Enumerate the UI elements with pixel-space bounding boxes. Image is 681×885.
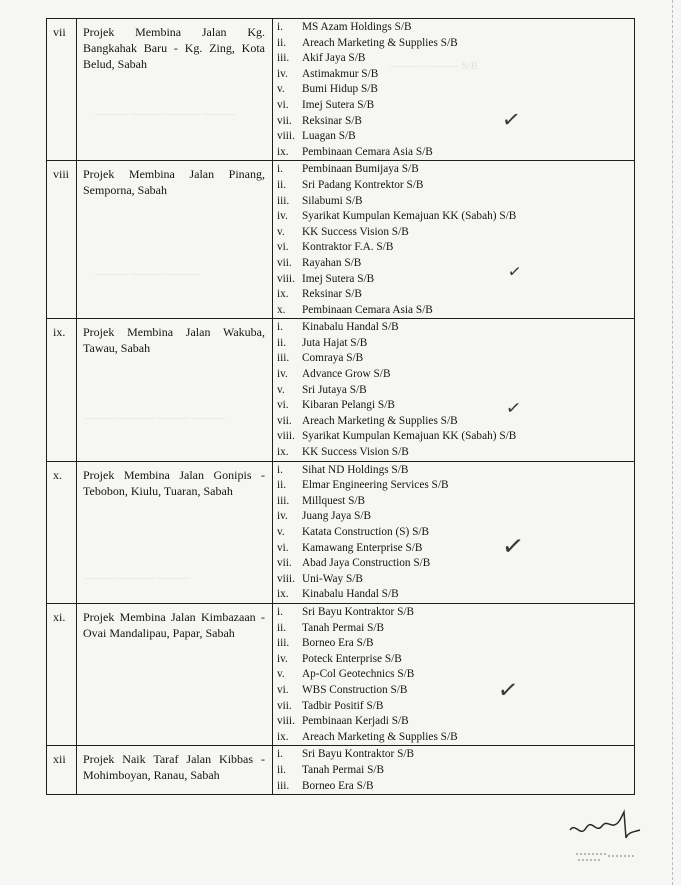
contractor-cell <box>273 746 635 795</box>
contractor-name: Syarikat Kumpulan Kemajuan KK (Sabah) S/B <box>302 210 517 223</box>
list-item-number: viii. <box>277 272 295 285</box>
contractor-name: Pembinaan Cemara Asia S/B <box>302 303 433 316</box>
bleed-through-text: ——— ——— ——— <box>85 572 190 584</box>
row-number-cell <box>47 746 77 795</box>
list-item <box>277 209 634 225</box>
list-item-number: iv. <box>277 510 288 523</box>
list-item <box>277 429 634 445</box>
list-item <box>277 383 634 399</box>
project-cell <box>77 603 273 745</box>
contractor-cell <box>273 603 635 745</box>
list-item-number: ix. <box>277 288 289 301</box>
scan-edge-dashes <box>672 0 673 885</box>
list-item <box>277 556 634 572</box>
contractor-name: Luagan S/B <box>302 130 356 143</box>
contractor-list <box>273 604 634 745</box>
project-name: Projek Membina Jalan Pinang, Semporna, Sabah <box>83 167 265 198</box>
list-item <box>277 667 634 683</box>
list-item-number: iii. <box>277 637 290 650</box>
list-item <box>277 714 634 730</box>
contractor-name: Areach Marketing & Supplies S/B <box>302 730 458 743</box>
table-row <box>47 746 635 795</box>
contractor-cell <box>273 161 635 319</box>
checkmark-icon: ✓ <box>496 674 520 706</box>
list-item <box>277 525 634 541</box>
contractor-name: Reksinar S/B <box>302 288 362 301</box>
list-item <box>277 67 634 83</box>
contractor-list <box>273 746 634 794</box>
list-item <box>277 162 634 178</box>
contractor-list <box>273 161 634 318</box>
list-item-number: ii. <box>277 336 287 349</box>
list-item-number: vi. <box>277 98 289 111</box>
list-item <box>277 494 634 510</box>
list-item-number: viii. <box>277 430 295 443</box>
list-item <box>277 145 634 161</box>
list-item <box>277 178 634 194</box>
project-cell <box>77 461 273 603</box>
list-item-number: v. <box>277 225 285 238</box>
list-item-number: x. <box>277 303 286 316</box>
row-number: viii <box>53 167 70 182</box>
list-item <box>277 541 634 557</box>
list-item-number: i. <box>277 605 283 618</box>
list-item <box>277 478 634 494</box>
contractor-name: Juta Hajat S/B <box>302 336 368 349</box>
row-number: xi. <box>53 609 66 624</box>
list-item-number: viii. <box>277 130 295 143</box>
project-name: Projek Naik Taraf Jalan Kibbas - Mohimboyan, Ranau, Sabah <box>83 752 265 783</box>
contractor-name: Sri Jutaya S/B <box>302 383 367 396</box>
list-item-number: vi. <box>277 241 289 254</box>
list-item-number: ii. <box>277 621 287 634</box>
list-item-number: v. <box>277 83 285 96</box>
table-row <box>47 603 635 745</box>
list-item-number: v. <box>277 526 285 538</box>
contractor-table <box>46 18 635 795</box>
signature-icon <box>568 808 648 868</box>
contractor-name: Areach Marketing & Supplies S/B <box>302 36 458 49</box>
list-item-number: i. <box>277 463 283 476</box>
contractor-name: Advance Grow S/B <box>302 368 391 381</box>
list-item-number: vi. <box>277 399 289 412</box>
contractor-name: Juang Jaya S/B <box>302 510 372 523</box>
project-cell <box>77 319 273 461</box>
list-item-number: iii. <box>277 352 290 365</box>
contractor-cell <box>273 461 635 603</box>
table-row <box>47 461 635 603</box>
list-item <box>277 636 634 652</box>
list-item <box>277 256 634 272</box>
list-item-number: ix. <box>277 588 289 601</box>
list-item <box>277 36 634 52</box>
list-item <box>277 605 634 621</box>
contractor-name: Uni-Way S/B <box>302 572 363 585</box>
contractor-name: Kontraktor F.A. S/B <box>302 241 394 254</box>
list-item <box>277 272 634 288</box>
contractor-name: Kinabalu Handal S/B <box>302 588 399 601</box>
contractor-name: Astimakmur S/B <box>302 67 379 80</box>
project-name: Projek Membina Jalan Kimbazaan - Ovai Mandalipau, Papar, Sabah <box>83 609 265 640</box>
list-item-number: ii. <box>277 36 287 49</box>
list-item-number: vi. <box>277 541 289 554</box>
checkmark-icon: ✓ <box>500 530 526 564</box>
contractor-name: Rayahan S/B <box>302 256 362 269</box>
bleed-through-text: ——— ——— ——— <box>95 268 200 280</box>
list-item-number: vii. <box>277 557 292 570</box>
list-item-number: iii. <box>277 194 290 207</box>
contractor-cell <box>273 319 635 461</box>
contractor-name: Millquest S/B <box>302 494 366 507</box>
list-item-number: v. <box>277 668 285 681</box>
contractor-name: Sri Bayu Kontraktor S/B <box>302 605 415 618</box>
contractor-list <box>273 19 634 160</box>
contractor-name: Katata Construction (S) S/B <box>302 526 430 538</box>
contractor-name: Comraya S/B <box>302 352 364 365</box>
list-item-number: vii. <box>277 256 292 269</box>
project-cell <box>77 161 273 319</box>
list-item <box>277 82 634 98</box>
row-number: vii <box>53 25 66 39</box>
project-name: Projek Membina Jalan Wakuba, Tawau, Sabah <box>83 325 265 356</box>
list-item-number: iv. <box>277 67 288 80</box>
list-item <box>277 114 634 130</box>
list-item-number: iii. <box>277 494 290 507</box>
list-item-number: i. <box>277 163 283 176</box>
contractor-name: Borneo Era S/B <box>302 779 374 792</box>
row-number: ix. <box>53 325 66 340</box>
list-item <box>277 320 634 336</box>
row-number-cell <box>47 19 77 161</box>
contractor-name: KK Success Vision S/B <box>302 446 409 459</box>
list-item-number: ix. <box>277 730 289 743</box>
contractor-name: Abad Jaya Construction S/B <box>302 557 431 570</box>
list-item-number: i. <box>277 748 283 761</box>
list-item <box>277 652 634 668</box>
table-row <box>47 161 635 319</box>
contractor-name: Kamawang Enterprise S/B <box>302 541 423 554</box>
list-item-number: iii. <box>277 779 290 792</box>
list-item-number: vii. <box>277 114 292 127</box>
table-row <box>47 19 635 161</box>
table-row <box>47 319 635 461</box>
contractor-name: Tanah Permai S/B <box>302 621 385 634</box>
list-item-number: viii. <box>277 572 295 585</box>
list-item <box>277 509 634 525</box>
list-item <box>277 240 634 256</box>
bleed-through-text: ——— ——— ——— ——— <box>85 412 226 424</box>
contractor-name: Sri Padang Kontrektor S/B <box>302 178 424 191</box>
list-item <box>277 699 634 715</box>
row-number-cell <box>47 461 77 603</box>
list-item <box>277 572 634 588</box>
contractor-name: Pembinaan Cemara Asia S/B <box>302 145 433 158</box>
list-item-number: iii. <box>277 52 290 65</box>
list-item <box>277 287 634 303</box>
contractor-list <box>273 462 634 603</box>
contractor-name: Sri Bayu Kontraktor S/B <box>302 748 415 761</box>
contractor-name: Poteck Enterprise S/B <box>302 652 402 665</box>
list-item <box>277 621 634 637</box>
checkmark-icon: ✓ <box>506 261 523 282</box>
checkmark-icon: ✓ <box>500 106 523 135</box>
list-item-number: ii. <box>277 763 287 776</box>
contractor-name: Ap-Col Geotechnics S/B <box>302 668 415 681</box>
row-number: xii <box>53 752 66 767</box>
checkmark-icon: ✓ <box>504 397 523 420</box>
list-item <box>277 51 634 67</box>
contractor-name: Areach Marketing & Supplies S/B <box>302 414 458 427</box>
project-cell <box>77 19 273 161</box>
list-item-number: vi. <box>277 683 289 696</box>
contractor-name: Imej Sutera S/B <box>302 272 375 285</box>
list-item-number: iv. <box>277 368 288 381</box>
contractor-name: Elmar Engineering Services S/B <box>302 479 449 492</box>
contractor-name: Pembinaan Kerjadi S/B <box>302 715 409 728</box>
list-item-number: v. <box>277 383 285 396</box>
list-item-number: viii. <box>277 715 295 728</box>
list-item-number: ix. <box>277 145 289 158</box>
contractor-name: Bumi Hidup S/B <box>302 83 378 96</box>
list-item <box>277 20 634 36</box>
row-number-cell <box>47 603 77 745</box>
contractor-name: Akif Jaya S/B <box>302 52 366 65</box>
list-item-number: iv. <box>277 652 288 665</box>
contractor-name: Pembinaan Bumijaya S/B <box>302 163 419 176</box>
list-item <box>277 730 634 746</box>
contractor-name: Tanah Permai S/B <box>302 763 385 776</box>
contractor-name: KK Success Vision S/B <box>302 225 409 238</box>
list-item <box>277 336 634 352</box>
list-item <box>277 98 634 114</box>
contractor-name: MS Azam Holdings S/B <box>302 21 412 33</box>
list-item <box>277 587 634 603</box>
list-item <box>277 303 634 319</box>
contractor-name: Silabumi S/B <box>302 194 363 207</box>
list-item-number: vii. <box>277 699 292 712</box>
contractor-name: Sihat ND Holdings S/B <box>302 463 409 476</box>
contractor-name: Kinabalu Handal S/B <box>302 321 399 334</box>
bleed-through-text: ——— ——— ——— ——— <box>95 108 236 120</box>
project-name: Projek Membina Jalan Gonipis - Tebobon, Kiulu, Tuaran, Sabah <box>83 467 265 498</box>
bleed-through-text: ——— ——— S/B <box>390 60 479 72</box>
contractor-cell <box>273 19 635 161</box>
list-item <box>277 225 634 241</box>
contractor-name: WBS Construction S/B <box>302 683 408 696</box>
list-item <box>277 414 634 430</box>
list-item <box>277 398 634 414</box>
contractor-name: Imej Sutera S/B <box>302 98 375 111</box>
list-item <box>277 463 634 479</box>
row-number-cell <box>47 319 77 461</box>
list-item-number: ii. <box>277 479 287 492</box>
row-number: x. <box>53 467 62 482</box>
list-item-number: vii. <box>277 414 292 427</box>
list-item <box>277 763 634 779</box>
contractor-name: Reksinar S/B <box>302 114 362 127</box>
list-item <box>277 351 634 367</box>
contractor-name: Syarikat Kumpulan Kemajuan KK (Sabah) S/B <box>302 430 517 443</box>
list-item-number: ii. <box>277 178 287 191</box>
row-number-cell <box>47 161 77 319</box>
list-item <box>277 194 634 210</box>
project-cell <box>77 746 273 795</box>
list-item <box>277 367 634 383</box>
contractor-name: Tadbir Positif S/B <box>302 699 384 712</box>
list-item <box>277 445 634 461</box>
list-item-number: i. <box>277 321 283 334</box>
list-item <box>277 779 634 795</box>
contractor-name: Kibaran Pelangi S/B <box>302 399 395 412</box>
list-item <box>277 747 634 763</box>
list-item-number: i. <box>277 21 283 33</box>
list-item <box>277 129 634 145</box>
contractor-name: Borneo Era S/B <box>302 637 374 650</box>
list-item <box>277 683 634 699</box>
contractor-list <box>273 319 634 460</box>
list-item-number: iv. <box>277 210 288 223</box>
list-item-number: ix. <box>277 446 289 459</box>
project-name: Projek Membina Jalan Kg. Bangkahak Baru - Kg. Zing, Kota Belud, Sabah <box>83 25 265 71</box>
